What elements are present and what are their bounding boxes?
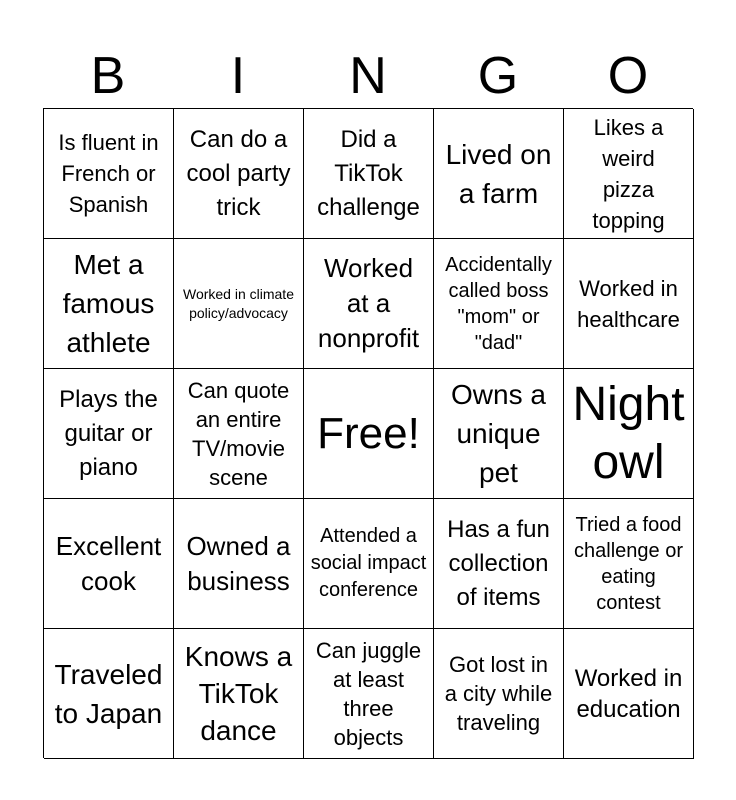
bingo-board: [43, 108, 693, 758]
cell-text: Did a TikTok challenge: [317, 125, 420, 221]
header-letter-o: O: [607, 47, 649, 105]
bingo-cell-r1-c4[interactable]: [564, 239, 694, 369]
header-letter-i: I: [230, 47, 246, 105]
cell-text: Tried a food challenge or eating contest: [574, 513, 683, 614]
bingo-cell-r3-c3[interactable]: [434, 499, 564, 629]
bingo-cell-r4-c1[interactable]: [174, 629, 304, 759]
bingo-cell-r3-c0[interactable]: [44, 499, 174, 629]
bingo-cell-r4-c3[interactable]: [434, 629, 564, 759]
cell-text: Plays the guitar or piano: [59, 385, 158, 481]
bingo-cell-r0-c4[interactable]: [564, 109, 694, 239]
bingo-cell-r0-c2[interactable]: [304, 109, 434, 239]
bingo-header: [43, 44, 693, 108]
bingo-cell-r1-c2[interactable]: [304, 239, 434, 369]
bingo-cell-r2-c0[interactable]: [44, 369, 174, 499]
cell-text: Can juggle at least three objects: [315, 637, 422, 750]
bingo-cell-r0-c0[interactable]: [44, 109, 174, 239]
bingo-cell-r2-c2[interactable]: [304, 369, 434, 499]
cell-text: Traveled to Japan: [54, 658, 163, 729]
bingo-cell-r3-c4[interactable]: [564, 499, 694, 629]
bingo-cell-r2-c4[interactable]: [564, 369, 694, 499]
cell-text: Night owl: [572, 377, 685, 489]
cell-text: Excellent cook: [55, 530, 162, 596]
cell-text: Owned a business: [186, 530, 291, 596]
header-letter-n: N: [349, 47, 387, 105]
cell-text: Met a famous athlete: [62, 249, 155, 358]
bingo-cell-r3-c1[interactable]: [174, 499, 304, 629]
bingo-cell-r4-c4[interactable]: [564, 629, 694, 759]
bingo-cell-r2-c1[interactable]: [174, 369, 304, 499]
cell-text: Has a fun collection of items: [447, 515, 550, 611]
cell-text: Worked at a nonprofit: [317, 253, 420, 353]
cell-text: Can quote an entire TV/movie scene: [187, 377, 290, 490]
bingo-cell-r1-c1[interactable]: [174, 239, 304, 369]
bingo-cell-r2-c3[interactable]: [434, 369, 564, 499]
cell-text: Worked in education: [574, 664, 683, 723]
cell-text: Owns a unique pet: [451, 379, 546, 488]
cell-text: Worked in healthcare: [577, 275, 680, 332]
bingo-cell-r0-c1[interactable]: [174, 109, 304, 239]
cell-text: Knows a TikTok dance: [184, 641, 293, 746]
bingo-cell-r4-c0[interactable]: [44, 629, 174, 759]
cell-text: Got lost in a city while traveling: [444, 652, 553, 735]
cell-text: Accidentally called boss "mom" or "dad": [445, 253, 552, 354]
cell-text: Is fluent in French or Spanish: [58, 130, 159, 217]
cell-text: Worked in climate policy/advocacy: [182, 285, 294, 321]
cell-text: Likes a weird pizza topping: [592, 114, 665, 233]
header-letter-g: G: [477, 47, 519, 105]
free-space: Free!: [317, 408, 420, 458]
bingo-cell-r1-c3[interactable]: [434, 239, 564, 369]
bingo-cell-r1-c0[interactable]: [44, 239, 174, 369]
bingo-cell-r3-c2[interactable]: [304, 499, 434, 629]
cell-text: Can do a cool party trick: [186, 125, 291, 221]
cell-text: Lived on a farm: [445, 138, 552, 209]
bingo-cell-r0-c3[interactable]: [434, 109, 564, 239]
bingo-cell-r4-c2[interactable]: [304, 629, 434, 759]
cell-text: Attended a social impact conference: [310, 525, 427, 601]
header-letter-b: B: [90, 47, 126, 105]
